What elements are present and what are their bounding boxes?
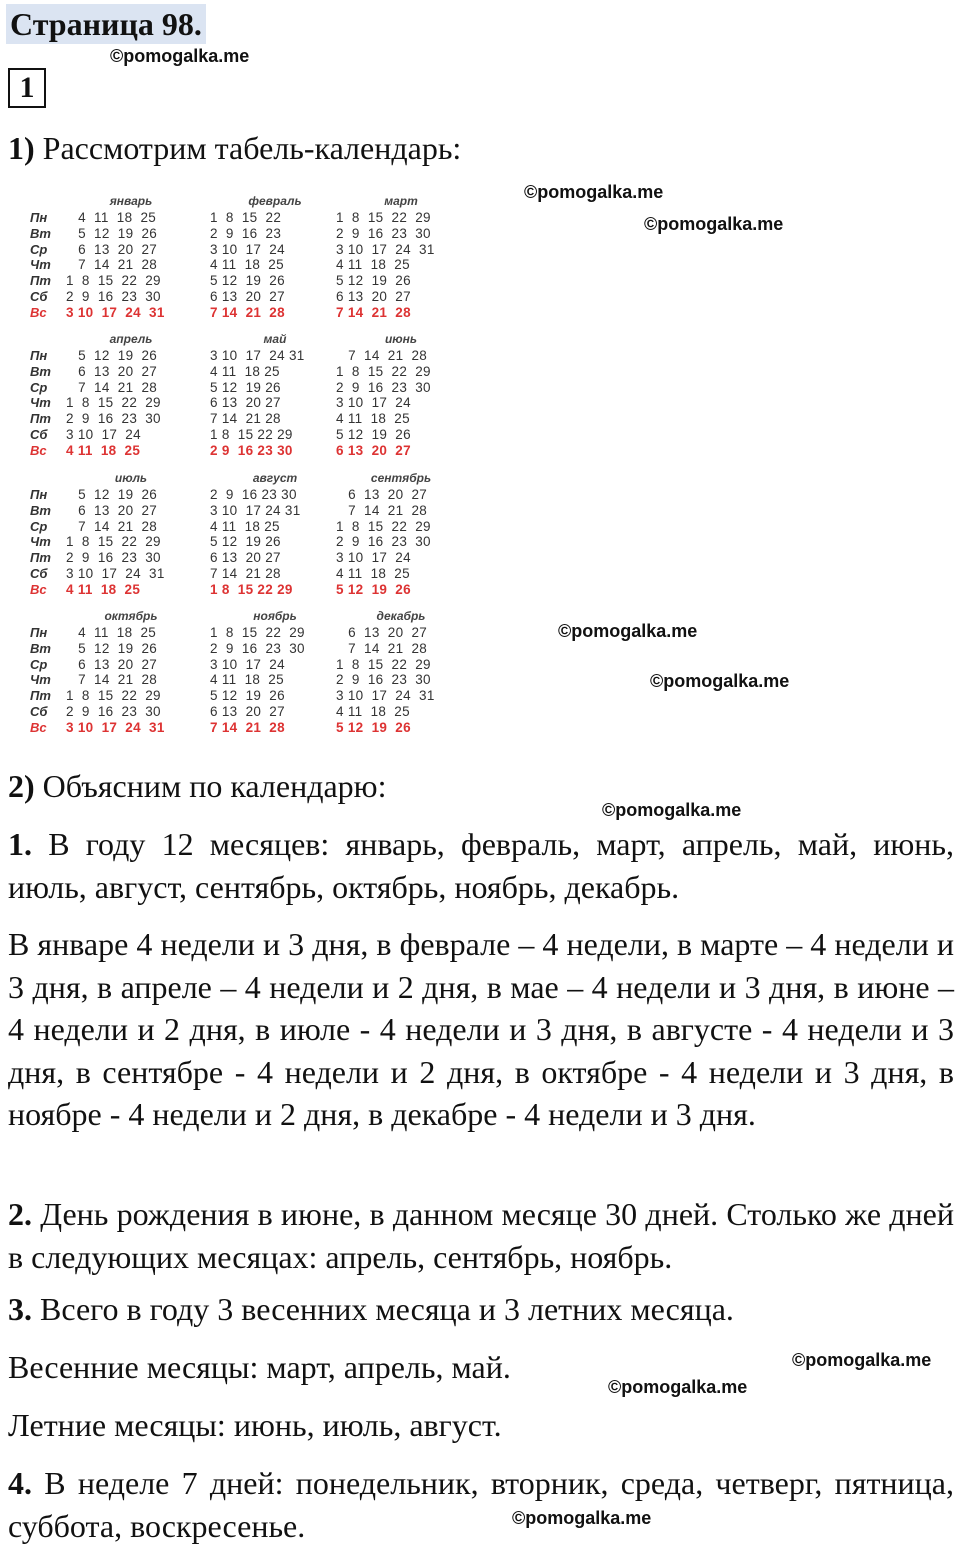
month-week-row: 2 9 16 23 30 [336,225,431,241]
weekday-label: Чт [30,672,51,688]
month-week-row: 6 13 20 27 [336,442,411,458]
month-week-row: 4 11 18 25 [210,257,284,273]
calendar-quarter [22,605,450,745]
weeks-text: В январе 4 недели и 3 дня, в феврале – 4 недели, в марте – 4 недели и 3 дня, в апреле – 4 недели и 2 дня, в мае – 4 недели и 3 дня, в июне – 4 недели и 2 дня, в июле - 4 недели и 3 дня, в августе - 4 недели и 3 дня, в сентябре - 4 недели и 2 дня, в октябре - 4 недели и 3 дня, в ноябре - 4 недели и 2 дня, в декабре - 4 недели и 3 дня. [8,926,954,1132]
month-week-row: 2 9 16 23 30 [210,442,293,458]
answer-4-label: 4. [8,1465,32,1501]
month-week-row: 5 12 19 26 [210,688,285,704]
watermark: ©pomogalka.me [608,1377,748,1397]
month-week-row: 6 13 20 27 [336,625,428,640]
month-week-row: 5 12 19 26 [336,427,411,442]
answer-3 [8,1288,954,1331]
month-week-row: 7 14 21 28 [210,411,281,427]
weekday-label: Чт [30,395,51,411]
task-number: 1 [8,68,46,108]
month-week-row: 3 10 17 24 [210,656,285,672]
month-week-row: 3 10 17 24 [336,395,411,411]
month-week-row: 7 14 21 28 [66,672,158,688]
month-week-row: 3 10 17 24 31 [66,566,165,581]
month-week-row: 1 8 15 22 29 [66,534,161,550]
watermark: ©pomogalka.me [792,1350,932,1370]
calendar-quarter [22,190,450,330]
watermark: ©pomogalka.me [558,621,698,641]
month-week-row: 3 10 17 24 [66,427,141,442]
month-week-row: 4 11 18 25 [210,518,280,534]
month-week-row: 5 12 19 26 [336,581,411,597]
month-week-row: 5 12 19 26 [210,273,285,289]
month-week-row: 1 8 15 22 29 [66,395,161,411]
spring-months-text: Весенние месяцы: март, апрель, май. [8,1349,511,1385]
month-week-row: 3 10 17 24 [210,241,285,257]
weekday-label: Ср [30,379,48,395]
weekday-label: Вт [30,502,51,518]
month-week-row: 3 10 17 24 31 [336,241,435,257]
weekday-label: Сб [30,566,48,581]
watermark: ©pomogalka.me [644,214,784,234]
watermark: ©pomogalka.me [602,800,742,820]
month-week-row: 4 11 18 25 [336,566,410,581]
month-week-row: 6 13 20 27 [66,656,158,672]
month-block [336,190,466,330]
section-2-heading [8,766,386,806]
month-week-row: 5 12 19 26 [66,640,158,656]
month-name: апрель [109,332,153,346]
answer-1 [8,823,954,908]
weekday-label: Пт [30,550,51,566]
month-block [66,190,196,330]
answer-3-label: 3. [8,1291,32,1327]
watermark: ©pomogalka.me [512,1508,652,1528]
month-block [210,605,340,745]
month-week-row: 7 14 21 28 [336,348,428,363]
month-block [336,328,466,468]
month-week-row: 1 8 15 22 29 [210,427,293,442]
month-week-row: 4 11 18 25 [336,411,410,427]
section-2-text: Объясним по календарю: [34,768,387,804]
month-week-row: 2 9 16 23 30 [210,487,297,502]
month-week-row: 4 11 18 25 [336,704,410,719]
month-week-row: 1 8 15 22 29 [336,210,431,225]
answer-2-text: День рождения в июне, в данном месяце 30 дней. Столько же дней в следующих месяцах: апрель, сентябрь, ноябрь. [8,1196,954,1275]
month-week-row: 5 12 19 26 [210,379,281,395]
month-week-row: 3 10 17 24 31 [66,719,165,735]
month-week-row: 5 12 19 26 [210,534,281,550]
month-name: ноябрь [253,609,297,623]
answer-2 [8,1193,954,1278]
month-week-row: 7 14 21 28 [210,304,285,320]
month-block [210,328,340,468]
month-week-row: 3 10 17 24 31 [66,304,165,320]
month-week-row: 4 11 18 25 [66,581,141,597]
month-week-row: 6 13 20 27 [210,395,281,411]
answer-4 [8,1462,954,1547]
month-week-row: 3 10 17 24 31 [210,502,301,518]
month-week-row: 1 8 15 22 29 [336,518,431,534]
month-week-row: 5 12 19 26 [336,273,411,289]
month-week-row: 1 8 15 22 [210,210,282,225]
month-week-row: 6 13 20 27 [66,502,158,518]
weekday-label: Пн [30,348,48,363]
month-name: август [252,471,298,485]
month-block [66,467,196,607]
calendar-table [22,190,450,740]
answer-4-text: В неделе 7 дней: понедельник, вторник, среда, четверг, пятница, суббота, воскресенье. [8,1465,954,1544]
weekday-label: Вт [30,225,51,241]
weekday-label: Вс [30,581,47,597]
calendar-quarter [22,328,450,468]
month-week-row: 5 12 19 26 [336,719,411,735]
month-week-row: 3 10 17 24 31 [336,688,435,704]
month-week-row: 7 14 21 28 [210,566,281,581]
month-week-row: 1 8 15 22 29 [66,688,161,704]
month-week-row: 2 9 16 23 30 [66,550,161,566]
month-week-row: 5 12 19 26 [66,225,158,241]
month-week-row: 5 12 19 26 [66,487,158,502]
month-week-row: 7 14 21 28 [66,518,158,534]
answer-2-label: 2. [8,1196,32,1232]
weekday-label: Вс [30,442,47,458]
month-week-row: 1 8 15 22 29 [66,273,161,289]
watermark: ©pomogalka.me [524,182,664,202]
month-week-row: 3 10 17 24 31 [210,348,305,363]
section-1-text: Рассмотрим табель-календарь: [34,130,462,166]
weekday-label: Пн [30,210,48,225]
month-week-row: 6 13 20 27 [210,550,281,566]
weekday-label: Ср [30,241,48,257]
answer-3-text: Всего в году 3 весенних месяца и 3 летних месяца. [32,1291,734,1327]
month-week-row: 7 14 21 28 [336,502,428,518]
month-name: январь [109,194,153,208]
weekday-label: Пн [30,625,48,640]
summer-months [8,1404,954,1447]
month-week-row: 1 8 15 22 29 [210,581,293,597]
month-week-row: 1 8 15 22 29 [336,363,431,379]
weekday-label: Пт [30,411,51,427]
month-week-row: 7 14 21 28 [336,640,428,656]
weekday-label: Ср [30,518,48,534]
month-week-row: 4 11 18 25 [66,442,141,458]
month-week-row: 4 11 18 25 [210,363,280,379]
weekday-label: Ср [30,656,48,672]
weekday-label: Сб [30,289,48,304]
month-block [336,467,466,607]
weekday-label: Чт [30,257,51,273]
page-title: Страница 98. [6,4,206,44]
month-week-row: 2 9 16 23 30 [66,411,161,427]
weekday-label: Вт [30,640,51,656]
watermark: ©pomogalka.me [110,46,250,66]
month-name: май [263,332,287,346]
weekday-label: Чт [30,534,51,550]
month-name: октябрь [104,609,158,623]
month-block [66,328,196,468]
month-block [210,190,340,330]
month-week-row: 3 10 17 24 [336,550,411,566]
weekday-label: Сб [30,427,48,442]
weekday-label: Вс [30,304,47,320]
month-week-row: 6 13 20 27 [66,241,158,257]
month-block [66,605,196,745]
weekday-label: Пт [30,273,51,289]
summer-months-text: Летние месяцы: июнь, июль, август. [8,1407,502,1443]
month-week-row: 2 9 16 23 30 [336,379,431,395]
weekday-label: Пн [30,487,48,502]
month-name: сентябрь [370,471,432,485]
answer-1-label: 1. [8,826,32,862]
month-week-row: 2 9 16 23 30 [210,640,305,656]
weekday-label: Пт [30,688,51,704]
month-week-row: 6 13 20 27 [210,289,285,304]
weekday-label: Вт [30,363,51,379]
month-name: февраль [248,194,302,208]
month-week-row: 6 13 20 27 [210,704,285,719]
month-week-row: 7 14 21 28 [210,719,285,735]
month-week-row: 6 13 20 27 [336,487,428,502]
month-week-row: 2 9 16 23 30 [66,704,161,719]
month-name: июнь [384,332,418,346]
month-week-row: 7 14 21 28 [66,257,158,273]
month-name: декабрь [376,609,426,623]
section-1-heading [8,128,461,168]
answer-1-weeks [8,923,954,1136]
month-week-row: 2 9 16 23 30 [336,672,431,688]
month-week-row: 6 13 20 27 [66,363,158,379]
month-week-row: 7 14 21 28 [336,304,411,320]
month-block [336,605,466,745]
month-week-row: 5 12 19 26 [66,348,158,363]
month-name: март [384,194,418,208]
month-week-row: 2 9 16 23 [210,225,282,241]
answer-1-text: В году 12 месяцев: январь, февраль, март, апрель, май, июнь, июль, август, сентябрь, октябрь, ноябрь, декабрь. [8,826,954,905]
month-week-row: 4 11 18 25 [66,625,157,640]
month-week-row: 6 13 20 27 [336,289,411,304]
weekday-label: Сб [30,704,48,719]
month-name: июль [114,471,148,485]
month-week-row: 4 11 18 25 [210,672,284,688]
month-week-row: 2 9 16 23 30 [66,289,161,304]
month-week-row: 4 11 18 25 [66,210,157,225]
month-block [210,467,340,607]
month-week-row: 4 11 18 25 [336,257,410,273]
month-week-row: 7 14 21 28 [66,379,158,395]
weekday-label: Вс [30,719,47,735]
month-week-row: 2 9 16 23 30 [336,534,431,550]
section-2-label: 2) [8,768,35,804]
calendar-quarter [22,467,450,607]
month-week-row: 1 8 15 22 29 [210,625,305,640]
month-week-row: 1 8 15 22 29 [336,656,431,672]
watermark: ©pomogalka.me [650,671,790,691]
section-1-label: 1) [8,130,35,166]
